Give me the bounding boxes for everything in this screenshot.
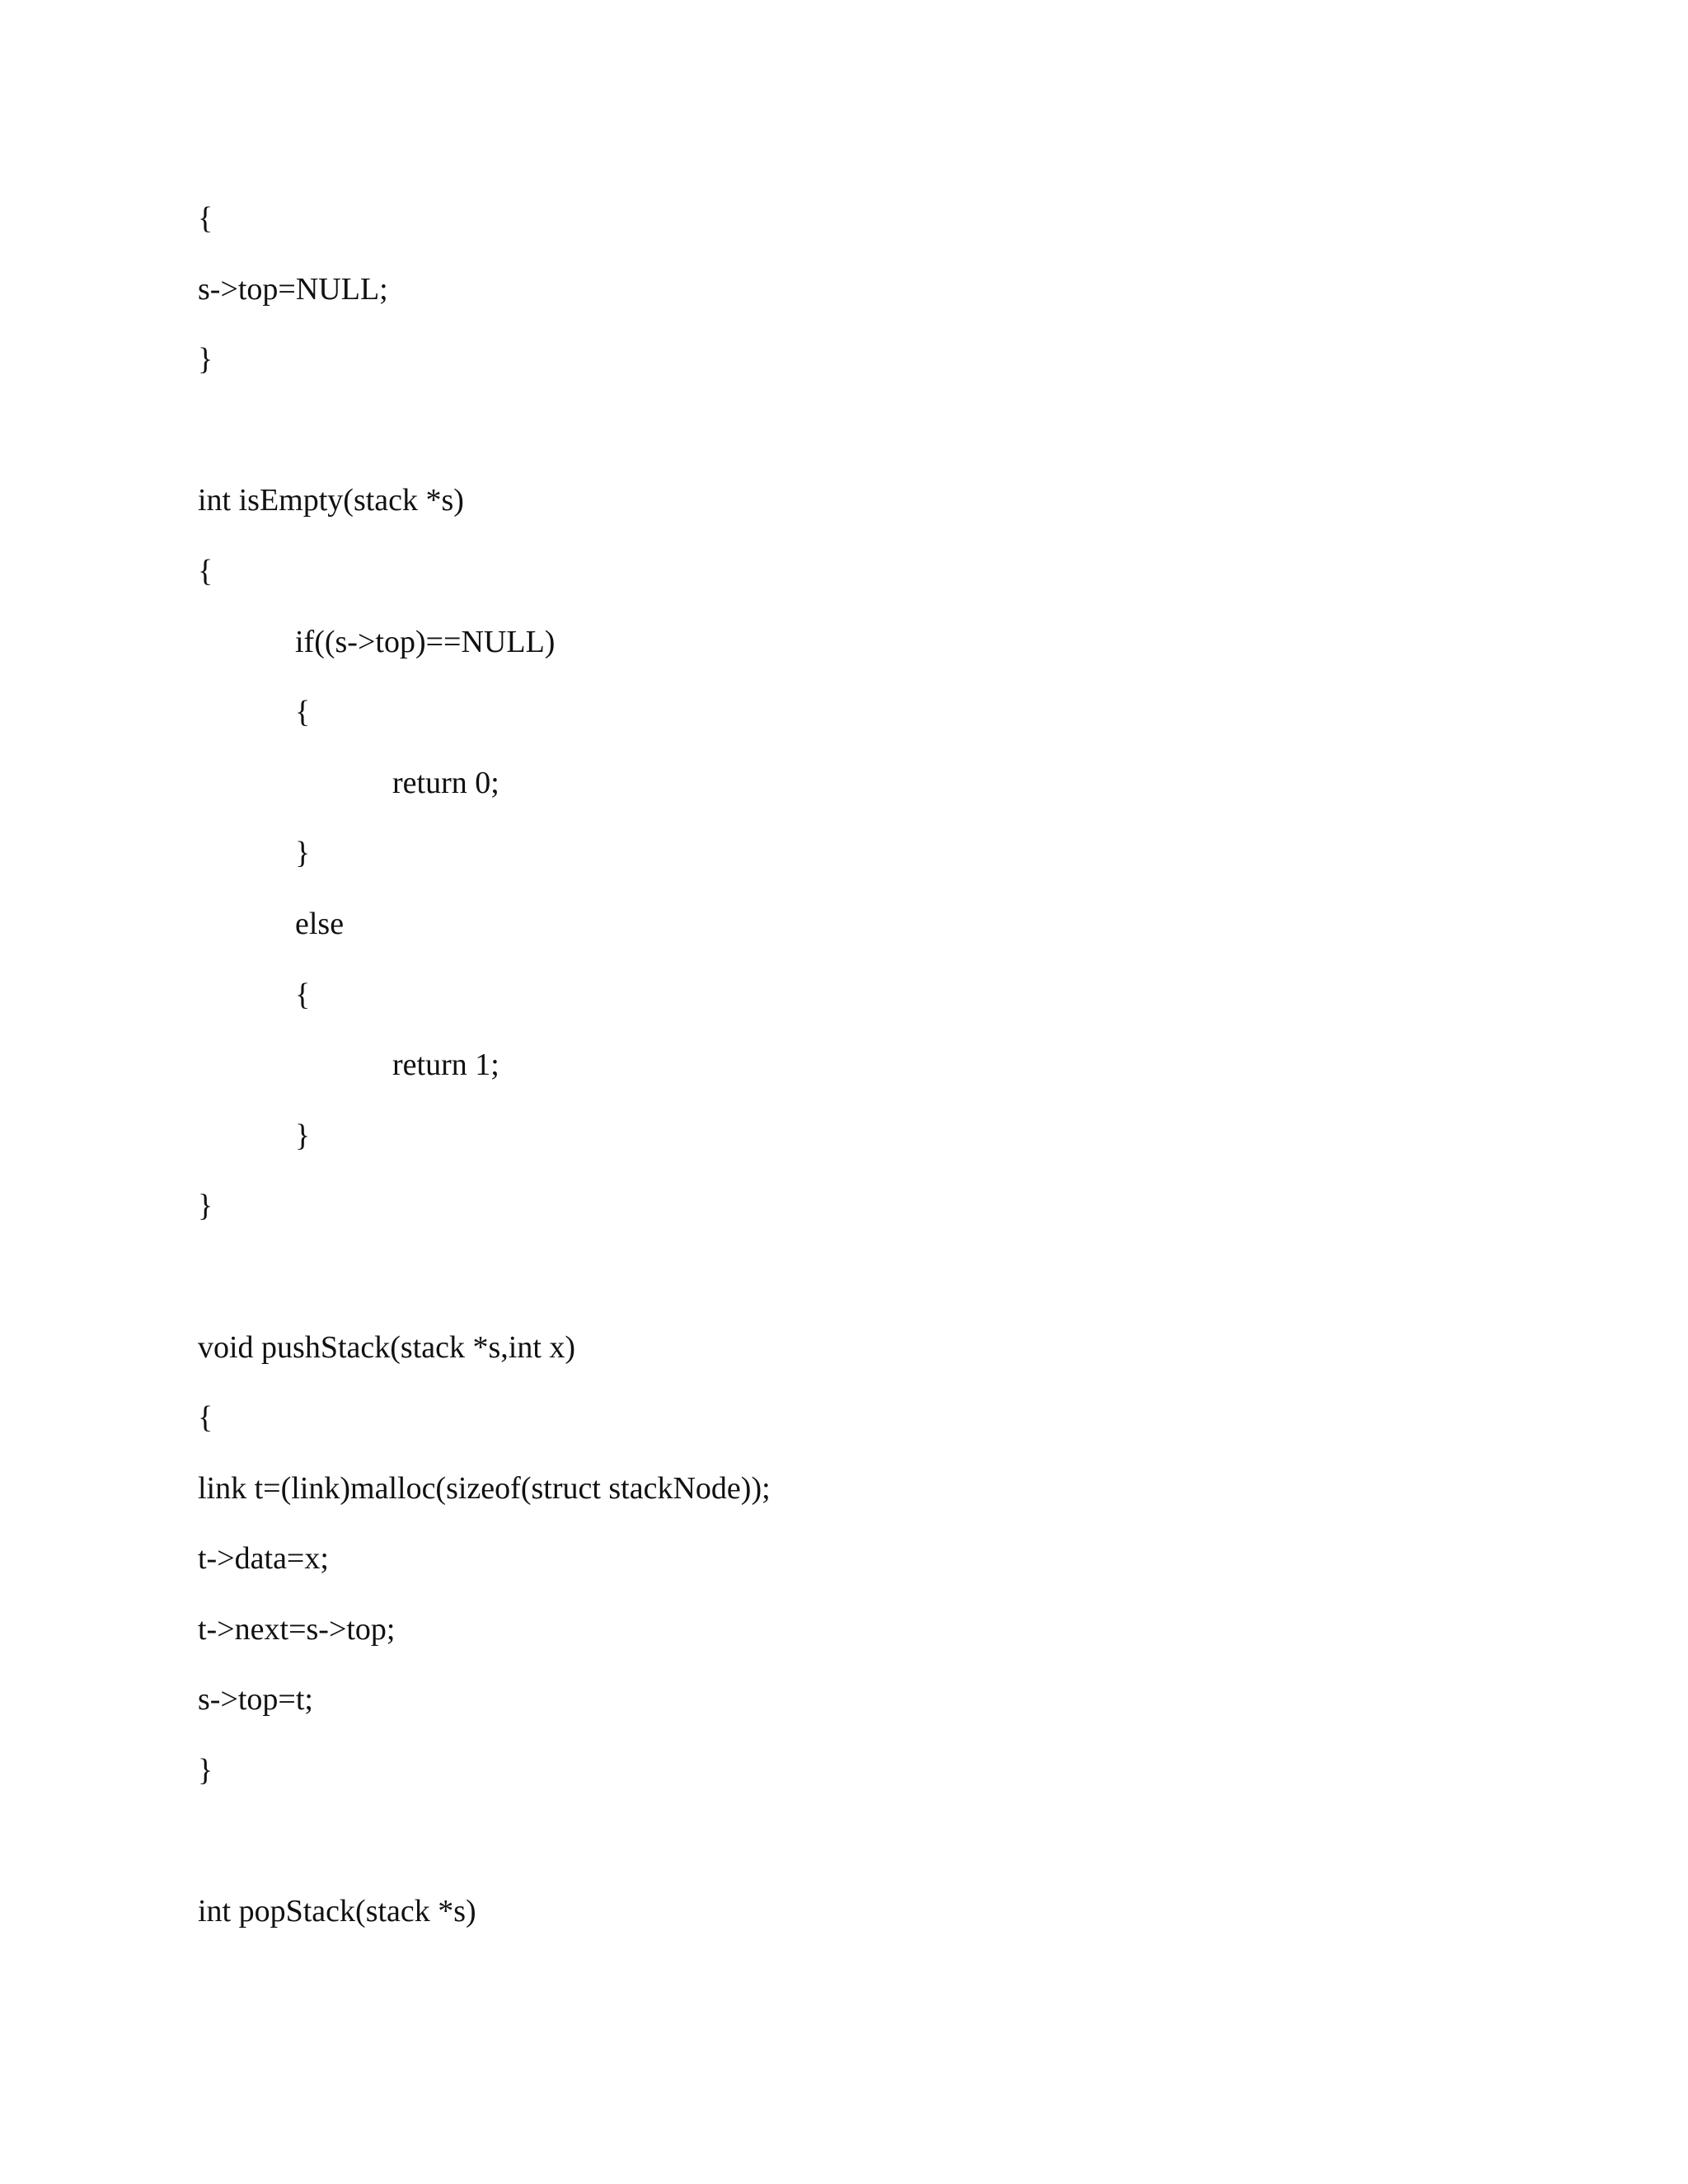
code-listing: [198, 196, 1599, 1960]
code-line: {: [295, 977, 311, 1012]
code-line: {: [295, 695, 311, 730]
code-line: {: [198, 553, 213, 588]
code-line: int isEmpty(stack *s): [198, 483, 464, 518]
code-line: s->top=t;: [198, 1682, 313, 1718]
blank-line: [198, 408, 1599, 479]
code-line: s->top=NULL;: [198, 271, 388, 307]
code-line: return 0;: [392, 765, 499, 800]
code-line: t->next=s->top;: [198, 1611, 396, 1647]
code-line: }: [295, 1118, 311, 1153]
code-line: if((s->top)==NULL): [295, 624, 556, 659]
blank-line: [198, 1254, 1599, 1325]
code-line: else: [295, 906, 345, 941]
code-line: {: [198, 201, 213, 236]
code-line: return 1;: [392, 1047, 499, 1083]
code-line: {: [198, 1400, 213, 1436]
blank-line: [198, 1819, 1599, 1890]
code-line: }: [295, 836, 311, 871]
code-line: int popStack(stack *s): [198, 1894, 476, 1929]
code-line: }: [198, 1188, 213, 1224]
code-line: t->data=x;: [198, 1541, 329, 1577]
code-line: }: [198, 342, 213, 377]
code-line: void pushStack(stack *s,int x): [198, 1329, 576, 1365]
code-line: link t=(link)malloc(sizeof(struct stackNode));: [198, 1470, 771, 1506]
code-line: }: [198, 1753, 213, 1788]
